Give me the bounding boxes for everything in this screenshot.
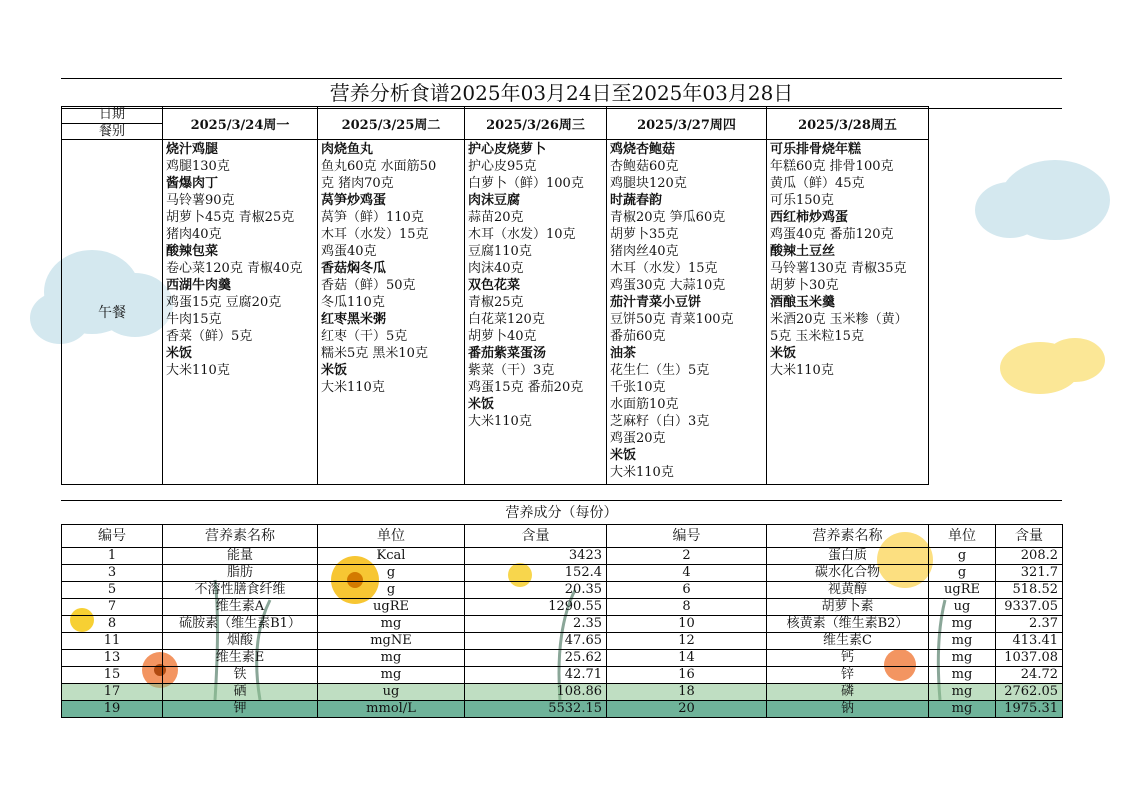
column-header: 单位 — [318, 525, 465, 548]
day-menu-cell — [163, 140, 318, 485]
dish-name: 肉沫豆腐 — [468, 193, 521, 208]
dish-name: 香菇焖冬瓜 — [321, 261, 387, 276]
amount: 2.35 — [465, 616, 607, 633]
ingredient-line: 紫菜（干）3克 — [468, 363, 555, 378]
ingredient-line: 香菜（鲜）5克 — [166, 329, 253, 344]
ingredient-line: 年糕60克 排骨100克 — [770, 159, 894, 174]
nutrient-name: 脂肪 — [163, 565, 318, 582]
ingredient-line: 鸡蛋15克 番茄20克 — [468, 380, 584, 395]
amount: 413.41 — [996, 633, 1063, 650]
unit: mg — [929, 701, 996, 718]
ingredient-line: 护心皮95克 — [468, 159, 537, 174]
row-id: 3 — [62, 565, 163, 582]
amount: 9337.05 — [996, 599, 1063, 616]
ingredient-line: 莴笋（鲜）110克 — [321, 210, 424, 225]
ingredient-line: 黄瓜（鲜）45克 — [770, 176, 865, 191]
unit: mg — [929, 650, 996, 667]
ingredient-line: 牛肉15克 — [166, 312, 222, 327]
row-id: 11 — [62, 633, 163, 650]
row-id: 12 — [607, 633, 767, 650]
nutrient-name: 维生素A — [163, 599, 318, 616]
day-menu-cell — [767, 140, 929, 485]
column-header: 编号 — [62, 525, 163, 548]
dish-name: 莴笋炒鸡蛋 — [321, 193, 387, 208]
column-header: 营养素名称 — [767, 525, 929, 548]
ingredient-line: 大米110克 — [610, 465, 674, 480]
amount: 42.71 — [465, 667, 607, 684]
row-id: 14 — [607, 650, 767, 667]
unit: g — [318, 565, 465, 582]
ingredient-line: 糯米5克 黑米10克 — [321, 346, 428, 361]
dish-name: 酸辣包菜 — [166, 244, 219, 259]
row-id: 8 — [62, 616, 163, 633]
ingredient-line: 鸡腿130克 — [166, 159, 230, 174]
date-label: 日期 — [62, 107, 162, 124]
dish-name: 油茶 — [610, 346, 637, 361]
table-row — [62, 701, 1063, 718]
amount: 20.35 — [465, 582, 607, 599]
ingredient-line: 花生仁（生）5克 — [610, 363, 710, 378]
column-header: 营养素名称 — [163, 525, 318, 548]
nutrient-name: 钙 — [767, 650, 929, 667]
unit: mg — [929, 633, 996, 650]
ingredient-line: 白萝卜（鲜）100克 — [468, 176, 584, 191]
ingredient-line: 大米110克 — [770, 363, 834, 378]
amount: 1975.31 — [996, 701, 1063, 718]
dish-name: 双色花菜 — [468, 278, 521, 293]
table-row — [62, 667, 1063, 684]
dish-name: 肉烧鱼丸 — [321, 142, 374, 157]
unit: ug — [318, 684, 465, 701]
row-id: 1 — [62, 548, 163, 565]
row-id: 15 — [62, 667, 163, 684]
ingredient-line: 豆饼50克 青菜100克 — [610, 312, 734, 327]
dish-name: 烧汁鸡腿 — [166, 142, 219, 157]
unit: ugRE — [318, 599, 465, 616]
unit: mgNE — [318, 633, 465, 650]
table-row — [62, 599, 1063, 616]
ingredient-line: 鸡蛋15克 豆腐20克 — [166, 295, 282, 310]
row-id: 16 — [607, 667, 767, 684]
ingredient-line: 胡萝卜35克 — [610, 227, 679, 242]
ingredient-line: 猪肉丝40克 — [610, 244, 679, 259]
cloud-right — [975, 160, 1110, 240]
column-header: 编号 — [607, 525, 767, 548]
unit: mg — [318, 650, 465, 667]
unit: g — [929, 548, 996, 565]
amount: 1037.08 — [996, 650, 1063, 667]
unit: mg — [318, 616, 465, 633]
row-id: 6 — [607, 582, 767, 599]
amount: 2.37 — [996, 616, 1063, 633]
dish-name: 西红柿炒鸡蛋 — [770, 210, 849, 225]
table-row — [62, 565, 1063, 582]
amount: 2762.05 — [996, 684, 1063, 701]
ingredient-line: 5克 玉米粒15克 — [770, 329, 864, 344]
ingredient-line: 芝麻籽（白）3克 — [610, 414, 710, 429]
ingredient-line: 青椒25克 — [468, 295, 524, 310]
unit: g — [318, 582, 465, 599]
dish-name: 酸辣土豆丝 — [770, 244, 836, 259]
table-row — [62, 633, 1063, 650]
unit: ugRE — [929, 582, 996, 599]
column-header: 含量 — [465, 525, 607, 548]
day-menu-cell — [318, 140, 465, 485]
dish-name: 护心皮烧萝卜 — [468, 142, 547, 157]
nutrient-name: 钠 — [767, 701, 929, 718]
nutrient-name: 蛋白质 — [767, 548, 929, 565]
date-header: 2025/3/24周一 — [163, 107, 318, 140]
nutrient-name: 视黄醇 — [767, 582, 929, 599]
ingredient-line: 鸡蛋20克 — [610, 431, 666, 446]
meal-type-lunch: 午餐 — [62, 140, 163, 485]
dish-name: 米饭 — [321, 363, 348, 378]
ingredient-line: 木耳（水发）15克 — [610, 261, 718, 276]
table-row — [62, 548, 1063, 565]
column-header: 含量 — [996, 525, 1063, 548]
nutrient-name: 不溶性膳食纤维 — [163, 582, 318, 599]
nutrient-name: 胡萝卜素 — [767, 599, 929, 616]
unit: ug — [929, 599, 996, 616]
nutrition-table — [61, 524, 1063, 718]
amount: 24.72 — [996, 667, 1063, 684]
amount: 5532.15 — [465, 701, 607, 718]
dish-name: 酱爆肉丁 — [166, 176, 219, 191]
ingredient-line: 可乐150克 — [770, 193, 834, 208]
ingredient-line: 木耳（水发）10克 — [468, 227, 576, 242]
unit: mg — [929, 616, 996, 633]
table-row — [62, 582, 1063, 599]
day-menu-cell — [607, 140, 767, 485]
row-id: 2 — [607, 548, 767, 565]
ingredient-line: 马铃薯90克 — [166, 193, 235, 208]
amount: 208.2 — [996, 548, 1063, 565]
menu-table — [61, 106, 929, 485]
ingredient-line: 青椒20克 笋瓜60克 — [610, 210, 726, 225]
ingredient-line: 胡萝卜40克 — [468, 329, 537, 344]
row-id: 19 — [62, 701, 163, 718]
ingredient-line: 鸡腿块120克 — [610, 176, 687, 191]
unit: mg — [318, 667, 465, 684]
dish-name: 可乐排骨烧年糕 — [770, 142, 862, 157]
date-header: 2025/3/25周二 — [318, 107, 465, 140]
ingredient-line: 马铃薯130克 青椒35克 — [770, 261, 907, 276]
ingredient-line: 鱼丸60克 水面筋50 — [321, 159, 437, 174]
nutrition-title: 营养成分（每份） — [61, 500, 1062, 525]
row-id: 17 — [62, 684, 163, 701]
amount: 321.7 — [996, 565, 1063, 582]
cloud-yellow — [1000, 338, 1105, 394]
nutrient-name: 铁 — [163, 667, 318, 684]
ingredient-line: 白花菜120克 — [468, 312, 545, 327]
ingredient-line: 香菇（鲜）50克 — [321, 278, 416, 293]
nutrient-name: 碳水化合物 — [767, 565, 929, 582]
nutrient-name: 锌 — [767, 667, 929, 684]
ingredient-line: 番茄60克 — [610, 329, 666, 344]
ingredient-line: 冬瓜110克 — [321, 295, 385, 310]
nutrient-name: 硒 — [163, 684, 318, 701]
date-header: 2025/3/27周四 — [607, 107, 767, 140]
ingredient-line: 豆腐110克 — [468, 244, 532, 259]
row-id: 8 — [607, 599, 767, 616]
row-id: 18 — [607, 684, 767, 701]
nutrient-name: 能量 — [163, 548, 318, 565]
dish-name: 米饭 — [770, 346, 797, 361]
date-header: 2025/3/26周三 — [465, 107, 607, 140]
nutrient-name: 维生素E — [163, 650, 318, 667]
dish-name: 酒酿玉米羹 — [770, 295, 836, 310]
dish-name: 时蔬春韵 — [610, 193, 663, 208]
ingredient-line: 鸡蛋40克 — [321, 244, 377, 259]
nutrient-name: 烟酸 — [163, 633, 318, 650]
day-menu-cell — [465, 140, 607, 485]
ingredient-line: 胡萝卜45克 青椒25克 — [166, 210, 295, 225]
amount: 518.52 — [996, 582, 1063, 599]
dish-name: 红枣黑米粥 — [321, 312, 387, 327]
table-row — [62, 684, 1063, 701]
ingredient-line: 鸡蛋30克 大蒜10克 — [610, 278, 726, 293]
ingredient-line: 猪肉40克 — [166, 227, 222, 242]
column-header: 单位 — [929, 525, 996, 548]
table-row — [62, 650, 1063, 667]
row-id: 4 — [607, 565, 767, 582]
ingredient-line: 红枣（干）5克 — [321, 329, 408, 344]
ingredient-line: 木耳（水发）15克 — [321, 227, 429, 242]
ingredient-line: 鸡蛋40克 番茄120克 — [770, 227, 894, 242]
ingredient-line: 大米110克 — [468, 414, 532, 429]
amount: 47.65 — [465, 633, 607, 650]
row-id: 5 — [62, 582, 163, 599]
ingredient-line: 克 猪肉70克 — [321, 176, 394, 191]
ingredient-line: 大米110克 — [321, 380, 385, 395]
ingredient-line: 大米110克 — [166, 363, 230, 378]
amount: 1290.55 — [465, 599, 607, 616]
row-id: 13 — [62, 650, 163, 667]
ingredient-line: 千张10克 — [610, 380, 666, 395]
row-id: 20 — [607, 701, 767, 718]
ingredient-line: 胡萝卜30克 — [770, 278, 839, 293]
nutrient-name: 维生素C — [767, 633, 929, 650]
dish-name: 西湖牛肉羹 — [166, 278, 232, 293]
row-id: 7 — [62, 599, 163, 616]
amount: 108.86 — [465, 684, 607, 701]
dish-name: 米饭 — [610, 448, 637, 463]
ingredient-line: 杏鲍菇60克 — [610, 159, 679, 174]
unit: mmol/L — [318, 701, 465, 718]
ingredient-line: 蒜苗20克 — [468, 210, 524, 225]
dish-name: 番茄紫菜蛋汤 — [468, 346, 547, 361]
row-id: 10 — [607, 616, 767, 633]
nutrition-header-row — [62, 525, 1063, 548]
dish-name: 鸡烧杏鲍菇 — [610, 142, 676, 157]
dish-name: 茄汁青菜小豆饼 — [610, 295, 702, 310]
amount: 152.4 — [465, 565, 607, 582]
unit: mg — [929, 667, 996, 684]
table-row — [62, 616, 1063, 633]
nutrient-name: 磷 — [767, 684, 929, 701]
dish-name: 米饭 — [468, 397, 495, 412]
amount: 3423 — [465, 548, 607, 565]
unit: Kcal — [318, 548, 465, 565]
nutrient-name: 硫胺素（维生素B1） — [163, 616, 318, 633]
ingredient-line: 水面筋10克 — [610, 397, 679, 412]
ingredient-line: 肉沫40克 — [468, 261, 524, 276]
unit: g — [929, 565, 996, 582]
unit: mg — [929, 684, 996, 701]
nutrient-name: 钾 — [163, 701, 318, 718]
page-title: 营养分析食谱2025年03月24日至2025年03月28日 — [61, 78, 1062, 109]
ingredient-line: 米酒20克 玉米糁（黄） — [770, 312, 908, 327]
nutrient-name: 核黄素（维生素B2） — [767, 616, 929, 633]
meal-label: 餐别 — [98, 124, 125, 139]
date-header: 2025/3/28周五 — [767, 107, 929, 140]
amount: 25.62 — [465, 650, 607, 667]
ingredient-line: 卷心菜120克 青椒40克 — [166, 261, 303, 276]
dish-name: 米饭 — [166, 346, 193, 361]
date-meal-corner — [62, 107, 163, 140]
